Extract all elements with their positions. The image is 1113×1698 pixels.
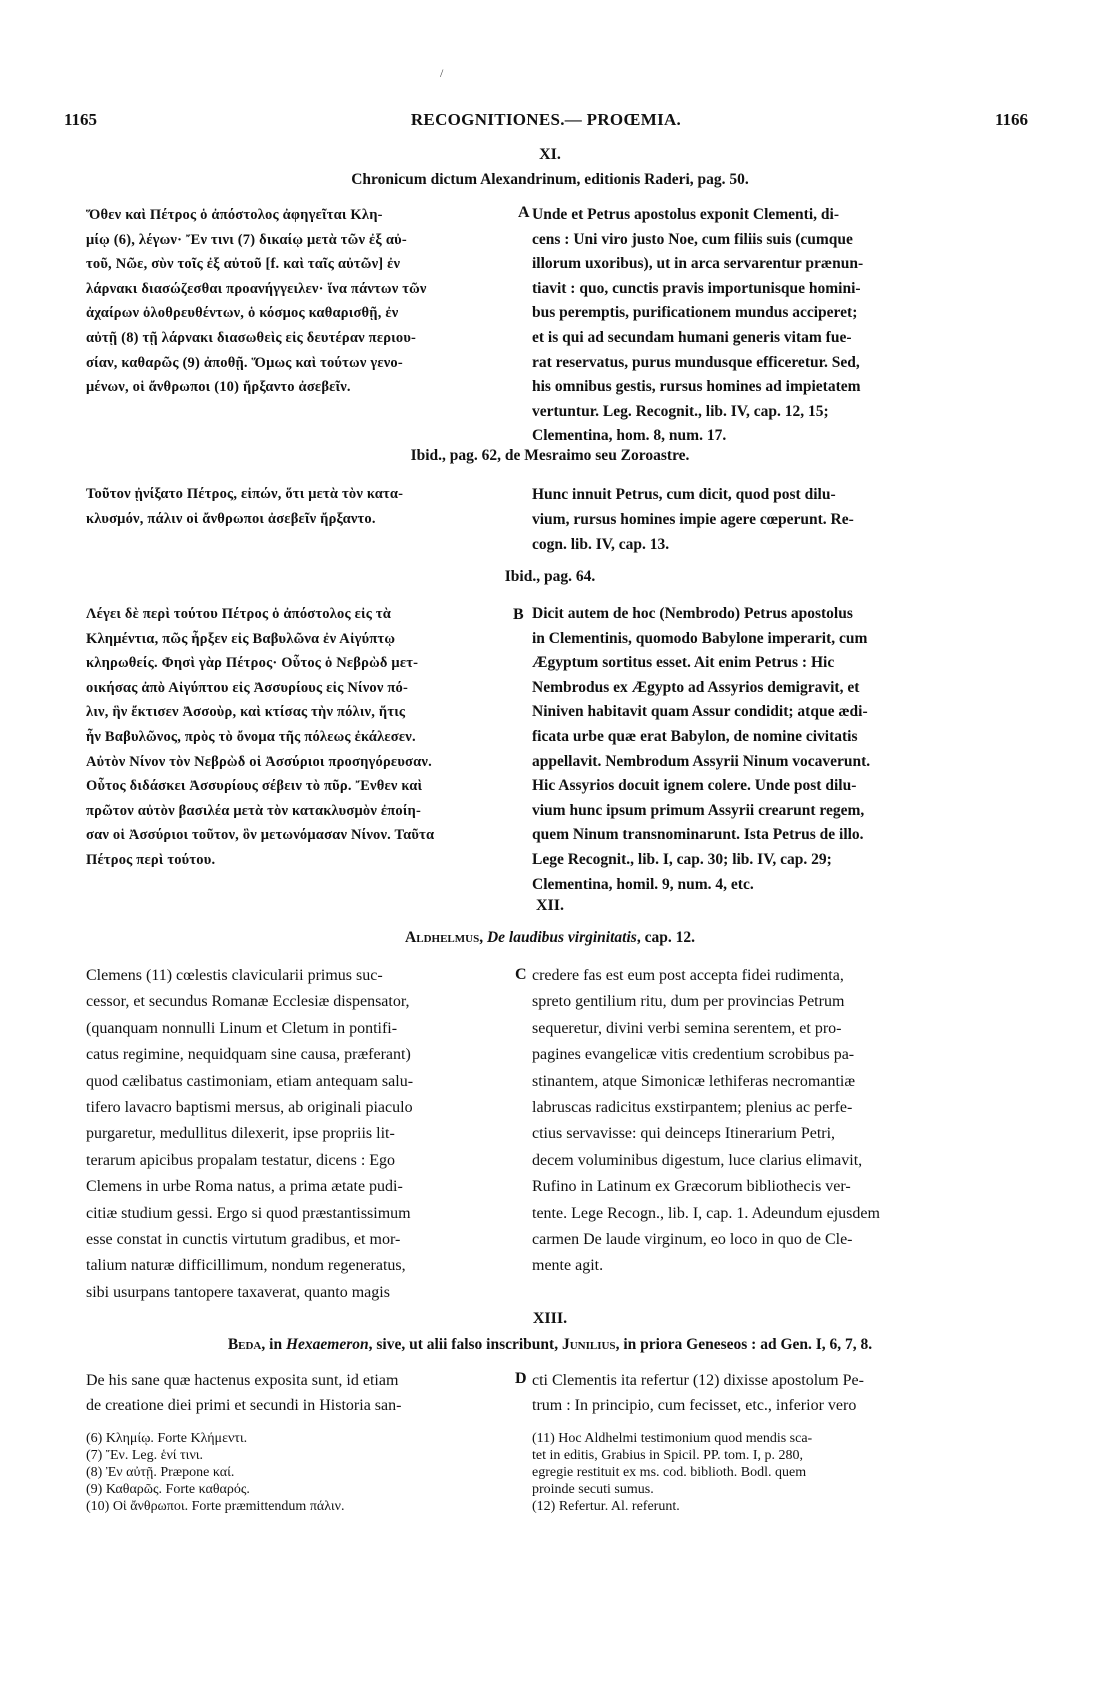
text-line: purgaretur, medullitus dilexerit, ipse propriis lit- xyxy=(86,1125,395,1143)
margin-letter-d: D xyxy=(515,1370,527,1387)
text-line: Unde et Petrus apostolus exponit Clementi, di- xyxy=(532,206,839,223)
text-line: (quanquam nonnulli Linum et Cletum in pontifi- xyxy=(86,1019,398,1037)
text-line: αὐτῇ (8) τῇ λάρνακι διασωθεὶς εἰς δευτέραν περιου- xyxy=(86,329,417,346)
text-line: οικήσας ἀπὸ Αἰγύπτου εἰς Ἀσσυρίους εἰς Νίνον πό- xyxy=(86,679,409,696)
text-line: Τοῦτον ᾐνίξατο Πέτρος, εἰπών, ὅτι μετὰ τὸν κατα- xyxy=(86,486,404,502)
text-line: Λέγει δὲ περὶ τούτου Πέτρος ὁ ἀπόστολος εἰς τὰ xyxy=(86,606,392,622)
text-line: Αὐτὸν Νίνον τὸν Νεβρὼδ οἱ Ἀσσύριοι προσηγόρευσαν. xyxy=(86,753,432,770)
text-line: his omnibus gestis, rursus homines ad impietatem xyxy=(532,378,861,396)
aldhelm-right-column xyxy=(532,963,1032,1280)
section-number-xi: XI. xyxy=(539,146,561,163)
text-line: (9) Καθαρῶς. Forte καθαρός. xyxy=(86,1482,250,1497)
text-line: cogn. lib. IV, cap. 13. xyxy=(532,536,670,553)
text-line: egregie restituit ex ms. cod. biblioth. Bodl. quem xyxy=(532,1465,807,1480)
text-line: labruscas radicitus exstirpantem; plenius ac perfe- xyxy=(532,1099,853,1117)
text-line: carmen De laude virginum, eo loco in quo de Cle- xyxy=(532,1231,853,1249)
text-line: cessor, et secundus Romanæ Ecclesiæ dispensator, xyxy=(86,993,410,1011)
latin-column-ibid-62 xyxy=(532,482,1032,557)
margin-letter-c: C xyxy=(515,966,527,983)
text-line: in Clementinis, quomodo Babylone imperarit, cum xyxy=(532,629,868,647)
text-line: quem Ninum transnominarunt. Ista Petrus de illo. xyxy=(532,826,864,844)
text-line: credere fas est eum post accepta fidei rudimenta, xyxy=(532,967,844,984)
text-line: (10) Οἱ ἄνθρωποι. Forte præmittendum πάλιν. xyxy=(86,1499,345,1514)
text-line: (8) Ἐν αὐτῇ. Præpone καί. xyxy=(86,1465,235,1480)
text-line: et is qui ad secundam humani generis vitam fue- xyxy=(532,328,852,346)
text-line: tente. Lege Recogn., lib. I, cap. 1. Adeundum ejusdem xyxy=(532,1204,880,1222)
greek-column-xi xyxy=(86,203,526,400)
text-line: tiavit : quo, cunctis pravis importunisque homini- xyxy=(532,279,861,297)
latin-column-ibid-64 xyxy=(532,602,1032,897)
text-line: bus peremptis, purificationem mundus acciperet; xyxy=(532,304,858,322)
source-ibid-62: Ibid., pag. 62, de Mesraimo seu Zoroastre. xyxy=(410,447,690,464)
text-line: illorum uxoribus), ut in arca servarentur prænun- xyxy=(532,255,864,273)
text-line: De his sane quæ hactenus exposita sunt, id etiam xyxy=(86,1372,399,1389)
text-line: ἦν Βαβυλῶνος, πρὸς τὸ ὄνομα τῆς πόλεως ἐκάλεσεν. xyxy=(86,728,416,745)
text-line: sibi usurpans tantopere taxaverat, quanto magis xyxy=(86,1283,390,1301)
section-source-xii: Aldhelmus, De laudibus virginitatis, cap. 12. xyxy=(405,929,695,946)
text-line: Clementina, homil. 9, num. 4, etc. xyxy=(532,875,754,893)
text-line: de creatione diei primi et secundi in Historia san- xyxy=(86,1397,402,1414)
text-line: (6) Κλημίῳ. Forte Κλήμεντι. xyxy=(86,1431,248,1446)
running-header xyxy=(64,110,1028,134)
text-line: cens : Uni viro justo Noe, cum filiis suis (cumque xyxy=(532,230,853,248)
text-line: mente agit. xyxy=(532,1257,604,1275)
text-line: κληρωθείς. Φησὶ γὰρ Πέτρος· Οὗτος ὁ Νεβρὼδ μετ- xyxy=(86,655,419,672)
text-line: λάρνακι διασώζεσθαι προανήγγειλεν· ἵνα πάντων τῶν xyxy=(86,280,427,297)
text-line: Clementina, hom. 8, num. 17. xyxy=(532,427,727,445)
text-line: (12) Refertur. Al. referunt. xyxy=(532,1499,680,1514)
text-line: λιν, ἣν ἔκτισεν Ἀσσοὺρ, καὶ κτίσας τὴν πόλιν, ἥτις xyxy=(86,704,406,721)
page-number-left: 1165 xyxy=(64,110,98,129)
text-line: Rufino in Latinum ex Græcorum bibliothecis ver- xyxy=(532,1178,851,1196)
text-line: Οὗτος διδάσκει Ἀσσυρίους σέβειν τὸ πῦρ. Ἔνθεν καὶ xyxy=(86,778,423,795)
text-line: pagines evangelicæ vitis credentium scrobibus pa- xyxy=(532,1046,855,1064)
text-line: Κλημέντια, πῶς ἦρξεν εἰς Βαβυλῶνα ἐν Αἰγύπτῳ xyxy=(86,630,396,647)
section-source-xiii: Beda, in Hexaemeron, sive, ut alii falso inscribunt, Junilius, in priora Geneseos : ad Gen. I, 6, 7, 8. xyxy=(227,1336,873,1353)
greek-column-ibid-64 xyxy=(86,602,526,873)
text-line: ἀχαίρων ὀλοθρευθέντων, ὁ κόσμος καθαρισθῇ, ἐν xyxy=(86,305,399,322)
text-line: talium naturæ difficillimum, nondum regeneratus, xyxy=(86,1257,406,1275)
text-line: Nembrodus ex Ægypto ad Assyrios demigravit, et xyxy=(532,678,860,696)
text-line: spreto gentilium ritu, dum per provincias Petrum xyxy=(532,993,845,1011)
text-line: πρῶτον αὐτὸν βασιλέα μετὰ τὸν κατακλυσμὸν ἐποίη- xyxy=(86,802,422,819)
text-line: ctius servavisse: qui deinceps Itinerarium Petri, xyxy=(532,1125,836,1143)
text-line: Hic Assyrios docuit ignem colere. Unde post dilu- xyxy=(532,777,857,795)
text-line: Clemens in urbe Roma natus, a prima ætate pudi- xyxy=(86,1178,403,1196)
text-line: Clemens (11) cœlestis clavicularii primus suc- xyxy=(86,967,383,984)
stray-mark: / xyxy=(440,66,444,80)
text-line: Dicit autem de hoc (Nembrodo) Petrus apostolus xyxy=(532,605,853,622)
aldhelm-left-column xyxy=(86,963,526,1306)
text-line: rat reservatus, purus mundusque efficeretur. Sed, xyxy=(532,353,860,371)
text-line: μένων, οἱ ἄνθρωποι (10) ἤρξαντο ἀσεβεῖν. xyxy=(86,379,351,396)
running-title: RECOGNITIONES.— PROŒMIA. xyxy=(410,110,682,129)
text-line: decem voluminibus digestum, luce clarius elimavit, xyxy=(532,1151,863,1169)
text-line: stinantem, atque Simonicæ lethiferas necromantiæ xyxy=(532,1072,856,1090)
margin-letter-a: A xyxy=(518,204,530,221)
section-source-xi: Chronicum dictum Alexandrinum, editionis Raderi, pag. 50. xyxy=(351,171,749,188)
greek-column-ibid-62 xyxy=(86,482,526,532)
text-line: Lege Recognit., lib. I, cap. 30; lib. IV, cap. 29; xyxy=(532,850,832,868)
text-line: Πέτρος περὶ τούτου. xyxy=(86,851,216,868)
text-line: appellavit. Nembrodum Assyrii Ninum vocaverunt. xyxy=(532,752,871,770)
page-number-right: 1166 xyxy=(994,110,1028,129)
text-line: catus regimine, nequidquam sine causa, præferant) xyxy=(86,1046,411,1064)
text-line: σαν οἱ Ἀσσύριοι τοῦτον, ὃν μετωνόμασαν Νίνον. Ταῦτα xyxy=(86,827,435,844)
text-line: Ὅθεν καὶ Πέτρος ὁ ἀπόστολος ἀφηγεῖται Κλη- xyxy=(86,207,383,223)
text-line: trum : In principio, cum fecisset, etc., inferior vero xyxy=(532,1397,857,1414)
section-number-xiii: XIII. xyxy=(532,1310,568,1327)
footnotes-left xyxy=(86,1430,526,1515)
footnotes-right xyxy=(532,1430,1032,1515)
text-line: Ægyptum sortitus esset. Ait enim Petrus : Hic xyxy=(532,654,835,672)
text-line: sequeretur, divini verbi semina serentem, et pro- xyxy=(532,1019,842,1037)
text-line: cti Clementis ita refertur (12) dixisse apostolum Pe- xyxy=(532,1372,864,1389)
text-line: σίαν, καθαρῶς (9) ἀποθῇ. Ὅμως καὶ τούτων γενο- xyxy=(86,354,403,371)
margin-letter-b: B xyxy=(513,606,524,623)
text-line: vertuntur. Leg. Recognit., lib. IV, cap. 12, 15; xyxy=(532,402,829,420)
text-line: ficata urbe quæ erat Babylon, de nomine civitatis xyxy=(532,727,858,745)
latin-column-xi xyxy=(532,203,1032,449)
text-line: Hunc innuit Petrus, cum dicit, quod post dilu- xyxy=(532,486,836,503)
text-line: terarum apicibus propalam testatur, dicens : Ego xyxy=(86,1151,396,1169)
text-line: proinde secuti sumus. xyxy=(532,1482,654,1497)
text-line: quod cælibatus castimoniam, etiam antequam salu- xyxy=(86,1072,414,1090)
beda-left-column xyxy=(86,1368,526,1418)
text-line: esse constat in cunctis virtutum gradibus, et mor- xyxy=(86,1231,401,1249)
source-ibid-64: Ibid., pag. 64. xyxy=(504,568,596,585)
text-line: (11) Hoc Aldhelmi testimonium quod mendis sca- xyxy=(532,1431,813,1446)
text-line: vium, rursus homines impie agere cœperunt. Re- xyxy=(532,511,854,528)
text-line: tifero lavacro baptismi mersus, ab originali piaculo xyxy=(86,1099,413,1117)
text-line: μίῳ (6), λέγων· Ἔν τινι (7) δικαίῳ μετὰ τῶν ἐξ αὐ- xyxy=(86,231,407,248)
text-line: citiæ studium gessi. Ergo si quod præstantissimum xyxy=(86,1204,411,1222)
beda-right-column xyxy=(532,1368,1032,1418)
text-line: tet in editis, Grabius in Spicil. PP. tom. I, p. 280, xyxy=(532,1448,804,1463)
text-line: τοῦ, Νῶε, σὺν τοῖς ἐξ αὐτοῦ [f. καὶ ταῖς αὐτῶν] ἐν xyxy=(86,256,401,273)
text-line: (7) Ἔν. Leg. ἑνί τινι. xyxy=(86,1448,204,1463)
text-line: vium hunc ipsum primum Assyrii crearunt regem, xyxy=(532,801,865,819)
text-line: Niniven habitavit quam Assur condidit; atque ædi- xyxy=(532,703,868,721)
text-line: κλυσμόν, πάλιν οἱ ἄνθρωποι ἀσεβεῖν ἤρξαντο. xyxy=(86,511,376,527)
section-number-xii: XII. xyxy=(535,897,564,914)
